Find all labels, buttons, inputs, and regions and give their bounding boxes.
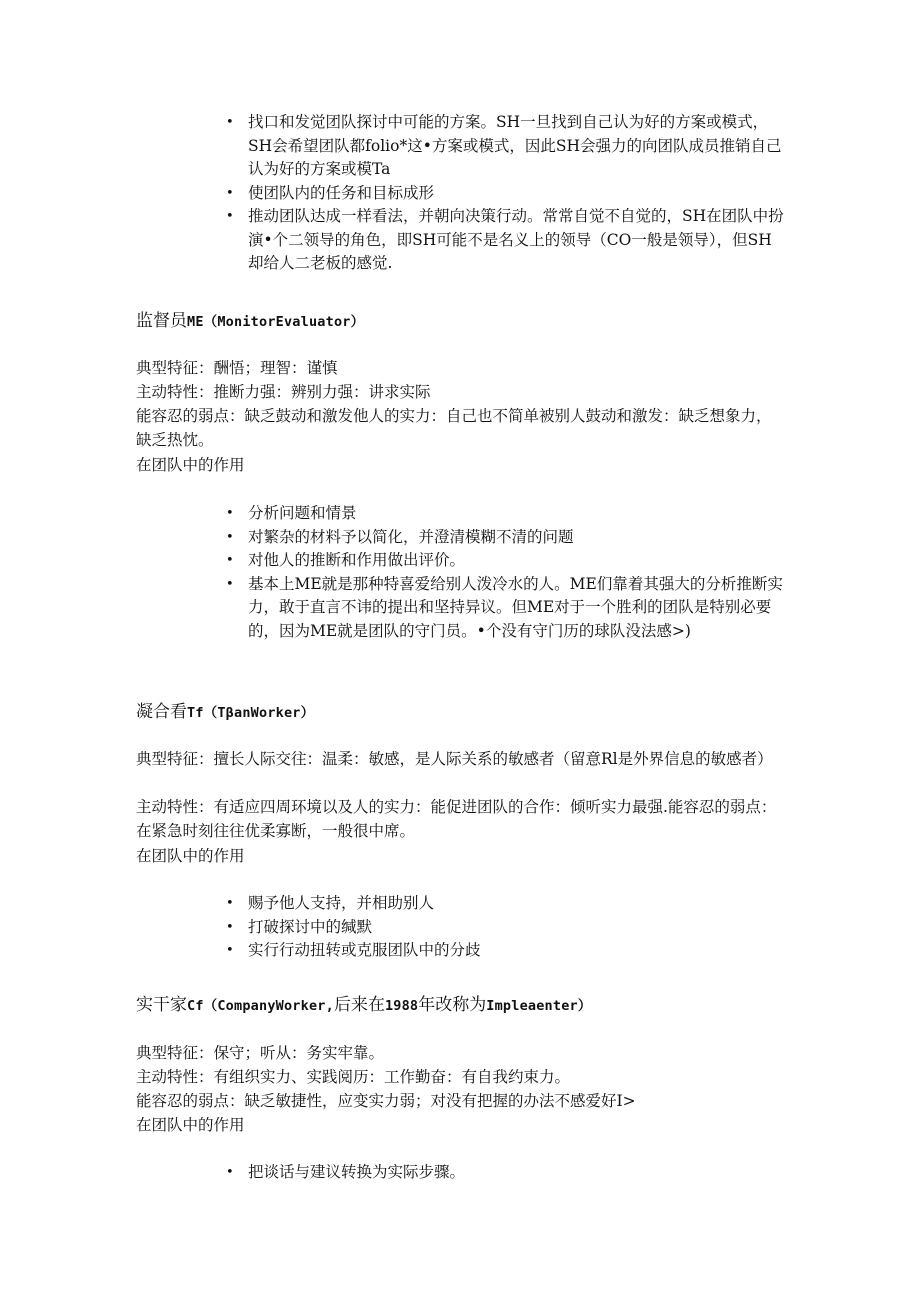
sh-role-list [226,111,786,276]
bullet-icon: • [226,529,234,545]
bullet-icon: • [226,919,234,935]
me-role-list [226,502,786,643]
list-item: • 实行行动扭转或克服团队中的分歧 [226,939,786,963]
bullet-icon: • [226,576,234,592]
list-item: • 分析问题和情景 [226,502,786,526]
bullet-icon: • [226,506,234,521]
cw-traits: 典型特征：保守；听从：务实牢靠。 [136,1044,385,1062]
tw-traits: 典型特征：擅长人际交往：温柔：敏感，是人际关系的敏感者（留意Rl是外界信息的敏感者） [136,750,773,768]
list-item: • 推动团队达成一样看法，并朝向决策行动。常常自觉不自觉的，SH在团队中扮演•个二领导的角色，即SH可能不是名义上的领导（CO一般是领导），但SH却给人二老板的感觉. [226,207,784,272]
cw-role-label: 在团队中的作用 [136,1116,245,1134]
list-item: • 使团队内的任务和目标成形 [226,182,786,206]
bullet-icon: • [226,115,234,130]
tw-role-list [226,892,786,963]
section-heading-tw: 凝合看Tf（TβanWorker） [136,702,315,722]
me-main-traits: 主动特性：推断力强：辨别力强：讲求实际 [136,383,431,401]
list-item: • 找口和发觉团队探讨中可能的方案。SH一旦找到自己认为好的方案或模式，SH会希望团队都folio*这•方案或模式，因此SH会强力的向团队成员推销自己认为好的方案或模Ta [226,113,782,178]
list-item: • 对他人的推断和作用做出评价。 [226,549,786,573]
cw-main-traits: 主动特性：有组织实力、实践阅历：工作勤奋：有自我约束力。 [136,1068,571,1086]
tw-role-label: 在团队中的作用 [136,847,245,865]
cw-weakness: 能容忍的弱点：缺乏敏捷性，应变实力弱；对没有把握的办法不感爱好I> [136,1092,636,1110]
bullet-icon: • [226,943,234,958]
me-role-label: 在团队中的作用 [136,456,245,474]
list-item: • 打破探讨中的缄默 [226,916,786,940]
bullet-icon: • [226,1165,234,1180]
bullet-icon: • [226,896,234,911]
list-item: • 赐予他人支持，并相助别人 [226,892,786,916]
me-traits: 典型特征：酬悟；理智：谨慎 [136,359,338,377]
tw-main-traits: 主动特性：有适应四周环境以及人的实力：能促进团队的合作：倾听实力最强.能容忍的弱点：在紧急时刻往往优柔寡断，一般很中席。 [136,798,777,840]
cw-role-list [226,1161,786,1185]
section-heading-cw: 实干家Cf（CompanyWorker,后来在1988年改称为Impleaenter） [136,995,592,1015]
bullet-icon: • [226,553,234,568]
me-weakness: 能容忍的弱点：缺乏鼓动和激发他人的实力：自己也不简单被别人鼓动和激发：缺乏想象力，缺乏热忱。 [136,407,772,449]
bullet-icon: • [226,185,234,201]
list-item: • 对繁杂的材料予以简化，并澄清模糊不清的问题 [226,526,786,550]
list-item: • 基本上ME就是那种特喜爱给别人泼冷水的人。ME们靠着其强大的分析推断实力，敢于直言不讳的提出和坚持异议。但ME对于一个胜利的团队是特别必要的，因为ME就是团队的守门员。•个没有守门历的球队没法感>) [226,574,783,640]
bullet-icon: • [226,209,234,224]
list-item: • 把谈话与建议转换为实际步骤。 [226,1161,786,1185]
section-heading-me: 监督员ME（MonitorEvaluator） [136,311,365,331]
